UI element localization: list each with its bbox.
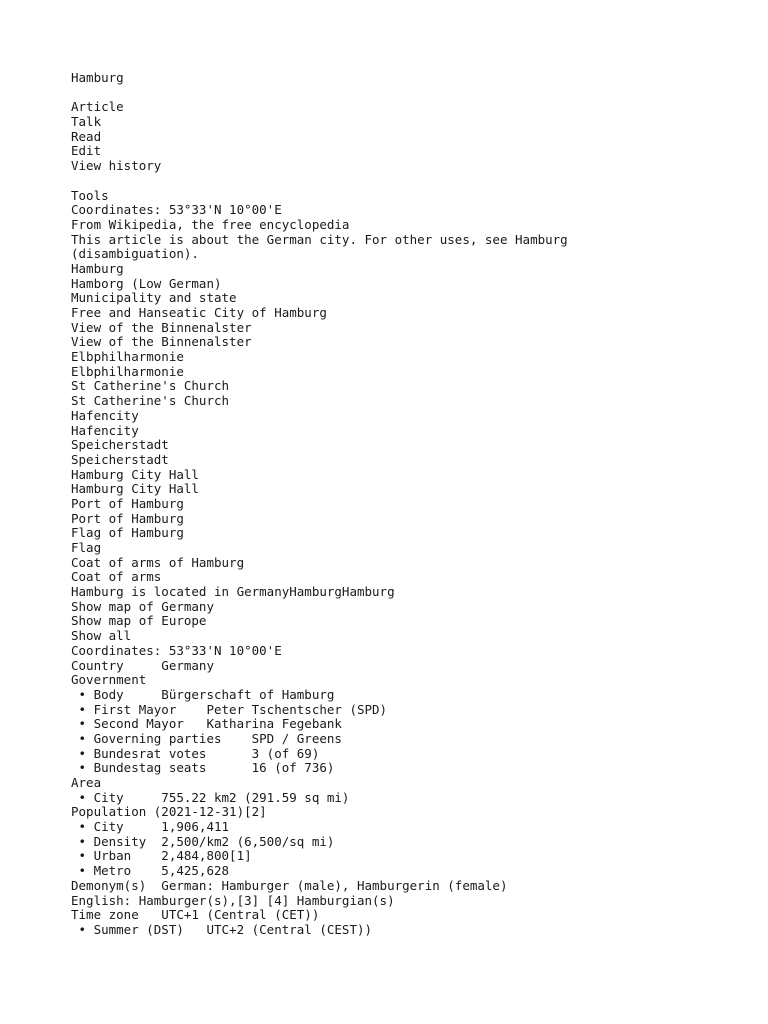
image-caption[interactable]: Hafencity bbox=[71, 407, 139, 423]
government-row: • First Mayor Peter Tschentscher (SPD) bbox=[71, 701, 388, 717]
population-row: • Density 2,500/km2 (6,500/sq mi) bbox=[71, 833, 335, 849]
image-caption: Elbphilharmonie bbox=[71, 363, 184, 379]
infobox-official-name: Free and Hanseatic City of Hamburg bbox=[71, 305, 327, 321]
show-all-button[interactable]: Show all bbox=[71, 628, 132, 644]
flag-image[interactable]: Flag of Hamburg bbox=[71, 525, 184, 541]
image-caption[interactable]: St Catherine's Church bbox=[71, 378, 230, 394]
show-map-europe-button[interactable]: Show map of Europe bbox=[71, 613, 207, 629]
image-caption[interactable]: Port of Hamburg bbox=[71, 495, 184, 511]
spacer bbox=[71, 174, 711, 189]
image-caption[interactable]: View of the Binnenalster bbox=[71, 319, 252, 335]
tools-menu[interactable]: Tools bbox=[71, 187, 109, 203]
demonym-english-row: English: Hamburger(s),[3] [4] Hamburgian(s) bbox=[71, 892, 395, 908]
tab-view-history[interactable]: View history bbox=[71, 158, 162, 174]
tab-talk[interactable]: Talk bbox=[71, 114, 102, 130]
population-row: • City 1,906,411 bbox=[71, 819, 230, 835]
population-row: • Urban 2,484,800[1] bbox=[71, 848, 252, 864]
image-caption: Speicherstadt bbox=[71, 451, 169, 467]
flag-caption[interactable]: Flag bbox=[71, 540, 102, 556]
image-caption: Hamburg City Hall bbox=[71, 481, 199, 497]
coordinates-top[interactable]: Coordinates: 53°33'N 10°00'E bbox=[71, 202, 282, 218]
population-row: • Metro 5,425,628 bbox=[71, 863, 230, 879]
image-caption[interactable]: Speicherstadt bbox=[71, 437, 169, 453]
coat-of-arms-image[interactable]: Coat of arms of Hamburg bbox=[71, 554, 245, 570]
area-row: • City 755.22 km2 (291.59 sq mi) bbox=[71, 789, 350, 805]
page-title: Hamburg bbox=[71, 70, 124, 85]
timezone-row: Time zone UTC+1 (Central (CET)) bbox=[71, 907, 320, 923]
tab-edit[interactable]: Edit bbox=[71, 143, 102, 159]
coat-of-arms-caption[interactable]: Coat of arms bbox=[71, 569, 162, 585]
government-row: • Bundestag seats 16 (of 736) bbox=[71, 760, 335, 776]
tab-article[interactable]: Article bbox=[71, 99, 124, 115]
image-caption: Hafencity bbox=[71, 422, 139, 438]
spacer bbox=[71, 86, 711, 101]
government-row: • Body Bürgerschaft of Hamburg bbox=[71, 686, 335, 702]
country-row: Country Germany bbox=[71, 657, 214, 673]
government-row: • Bundesrat votes 3 (of 69) bbox=[71, 745, 320, 761]
infobox-name: Hamburg bbox=[71, 260, 124, 276]
image-caption: St Catherine's Church bbox=[71, 393, 230, 409]
tagline: From Wikipedia, the free encyclopedia bbox=[71, 216, 350, 232]
image-caption[interactable]: Elbphilharmonie bbox=[71, 349, 184, 365]
image-caption: Port of Hamburg bbox=[71, 510, 184, 526]
image-caption: View of the Binnenalster bbox=[71, 334, 252, 350]
tab-read[interactable]: Read bbox=[71, 128, 102, 144]
government-row: • Governing parties SPD / Greens bbox=[71, 730, 342, 746]
location-map: Hamburg is located in GermanyHamburgHamburg bbox=[71, 584, 395, 600]
show-map-germany-button[interactable]: Show map of Germany bbox=[71, 598, 214, 614]
image-caption[interactable]: Hamburg City Hall bbox=[71, 466, 199, 482]
population-header: Population (2021-12-31)[2] bbox=[71, 804, 267, 820]
government-row: • Second Mayor Katharina Fegebank bbox=[71, 716, 342, 732]
demonym-row: Demonym(s) German: Hamburger (male), Hamburgerin (female) bbox=[71, 877, 508, 893]
hatnote[interactable]: This article is about the German city. For other uses, see Hamburg (disambiguation). bbox=[71, 231, 576, 262]
infobox-type: Municipality and state bbox=[71, 290, 237, 306]
summer-time-row: • Summer (DST) UTC+2 (Central (CEST)) bbox=[71, 921, 373, 937]
coordinates-infobox[interactable]: Coordinates: 53°33'N 10°00'E bbox=[71, 642, 282, 658]
government-header: Government bbox=[71, 672, 147, 688]
infobox-native-name: Hamborg (Low German) bbox=[71, 275, 222, 291]
area-header: Area bbox=[71, 775, 102, 791]
